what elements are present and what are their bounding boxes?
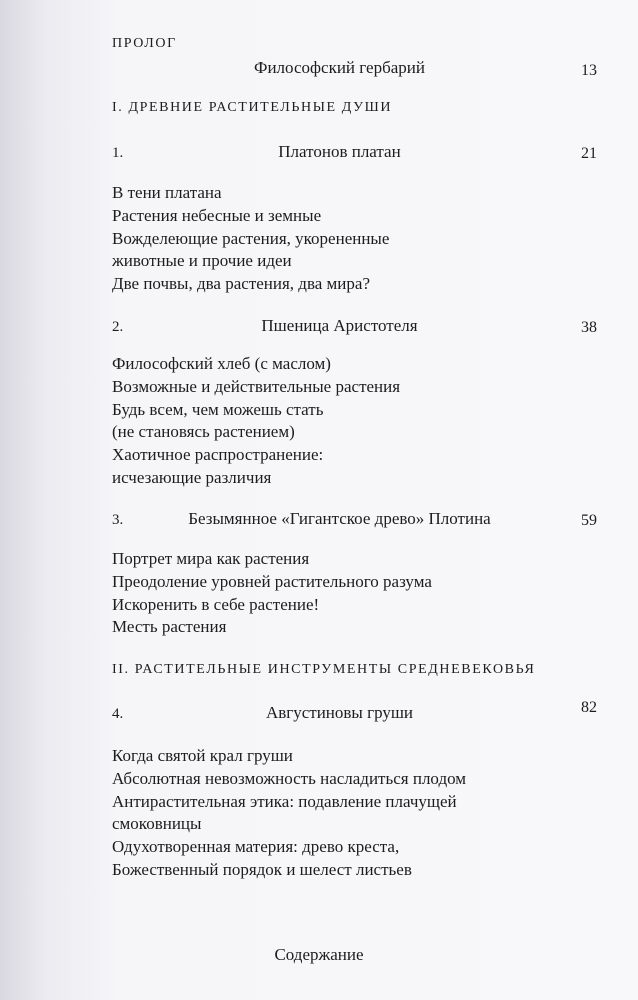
section-item: Будь всем, чем можешь стать [112, 399, 324, 419]
chapter-number: 3. [112, 512, 124, 528]
chapter-page-number: 82 [581, 699, 597, 716]
chapter-title: Безымянное «Гигантское древо» Плотина [188, 509, 491, 528]
section-item: Хаотичное распространение: [112, 445, 324, 465]
section-item: Возможные и действительные растения [112, 376, 401, 396]
prologue-page-number: 13 [581, 62, 597, 79]
chapter-number: 1. [112, 145, 124, 161]
section-item: животные и прочие идеи [112, 251, 292, 271]
section-item: Две почвы, два растения, два мира? [112, 274, 370, 294]
section-item: Месть растения [112, 617, 227, 637]
section-list [112, 745, 612, 882]
section-item: Абсолютная невозможность насладиться плодом [112, 768, 467, 788]
part-heading: I. ДРЕВНИЕ РАСТИТЕЛЬНЫЕ ДУШИ [112, 100, 393, 115]
section-item: Антирастительная этика: подавление плачущей [112, 791, 457, 811]
chapter-entry [112, 509, 597, 533]
running-footer: Содержание [274, 945, 364, 964]
section-item: Когда святой крал груши [112, 746, 293, 765]
section-list [112, 548, 612, 639]
chapter-page-number: 38 [581, 319, 597, 336]
section-item: Одухотворенная материя: древо креста, [112, 837, 400, 857]
chapter-number: 4. [112, 706, 124, 722]
section-item: смоковницы [112, 814, 202, 834]
section-list [112, 353, 612, 490]
section-item: Вожделеющие растения, укорененные [112, 228, 390, 248]
section-item: Растения небесные и земные [112, 205, 322, 225]
chapter-title: Пшеница Аристотеля [261, 316, 418, 335]
chapter-entry [112, 142, 597, 166]
section-list [112, 182, 612, 296]
prologue-label: ПРОЛОГ [112, 36, 177, 51]
prologue-entry [112, 58, 597, 82]
section-item: Божественный порядок и шелест листьев [112, 859, 412, 879]
chapter-page-number: 21 [581, 145, 597, 162]
section-item: (не становясь растением) [112, 422, 295, 442]
chapter-entry [112, 316, 597, 340]
section-item: Портрет мира как растения [112, 549, 310, 568]
section-item: Искоренить в себе растение! [112, 594, 320, 614]
chapter-number: 2. [112, 319, 124, 335]
section-item: Преодоление уровней растительного разума [112, 571, 432, 591]
chapter-page-number: 59 [581, 512, 597, 529]
chapter-title: Платонов платан [278, 142, 401, 161]
section-item: исчезающие различия [112, 467, 272, 487]
chapter-entry [112, 699, 597, 727]
chapter-title: Августиновы груши [265, 703, 414, 722]
prologue-title: Философский гербарий [254, 58, 425, 77]
part-heading: II. РАСТИТЕЛЬНЫЕ ИНСТРУМЕНТЫ СРЕДНЕВЕКОВЬЯ [112, 662, 536, 677]
section-item: Философский хлеб (с маслом) [112, 354, 331, 373]
section-item: В тени платана [112, 183, 222, 202]
